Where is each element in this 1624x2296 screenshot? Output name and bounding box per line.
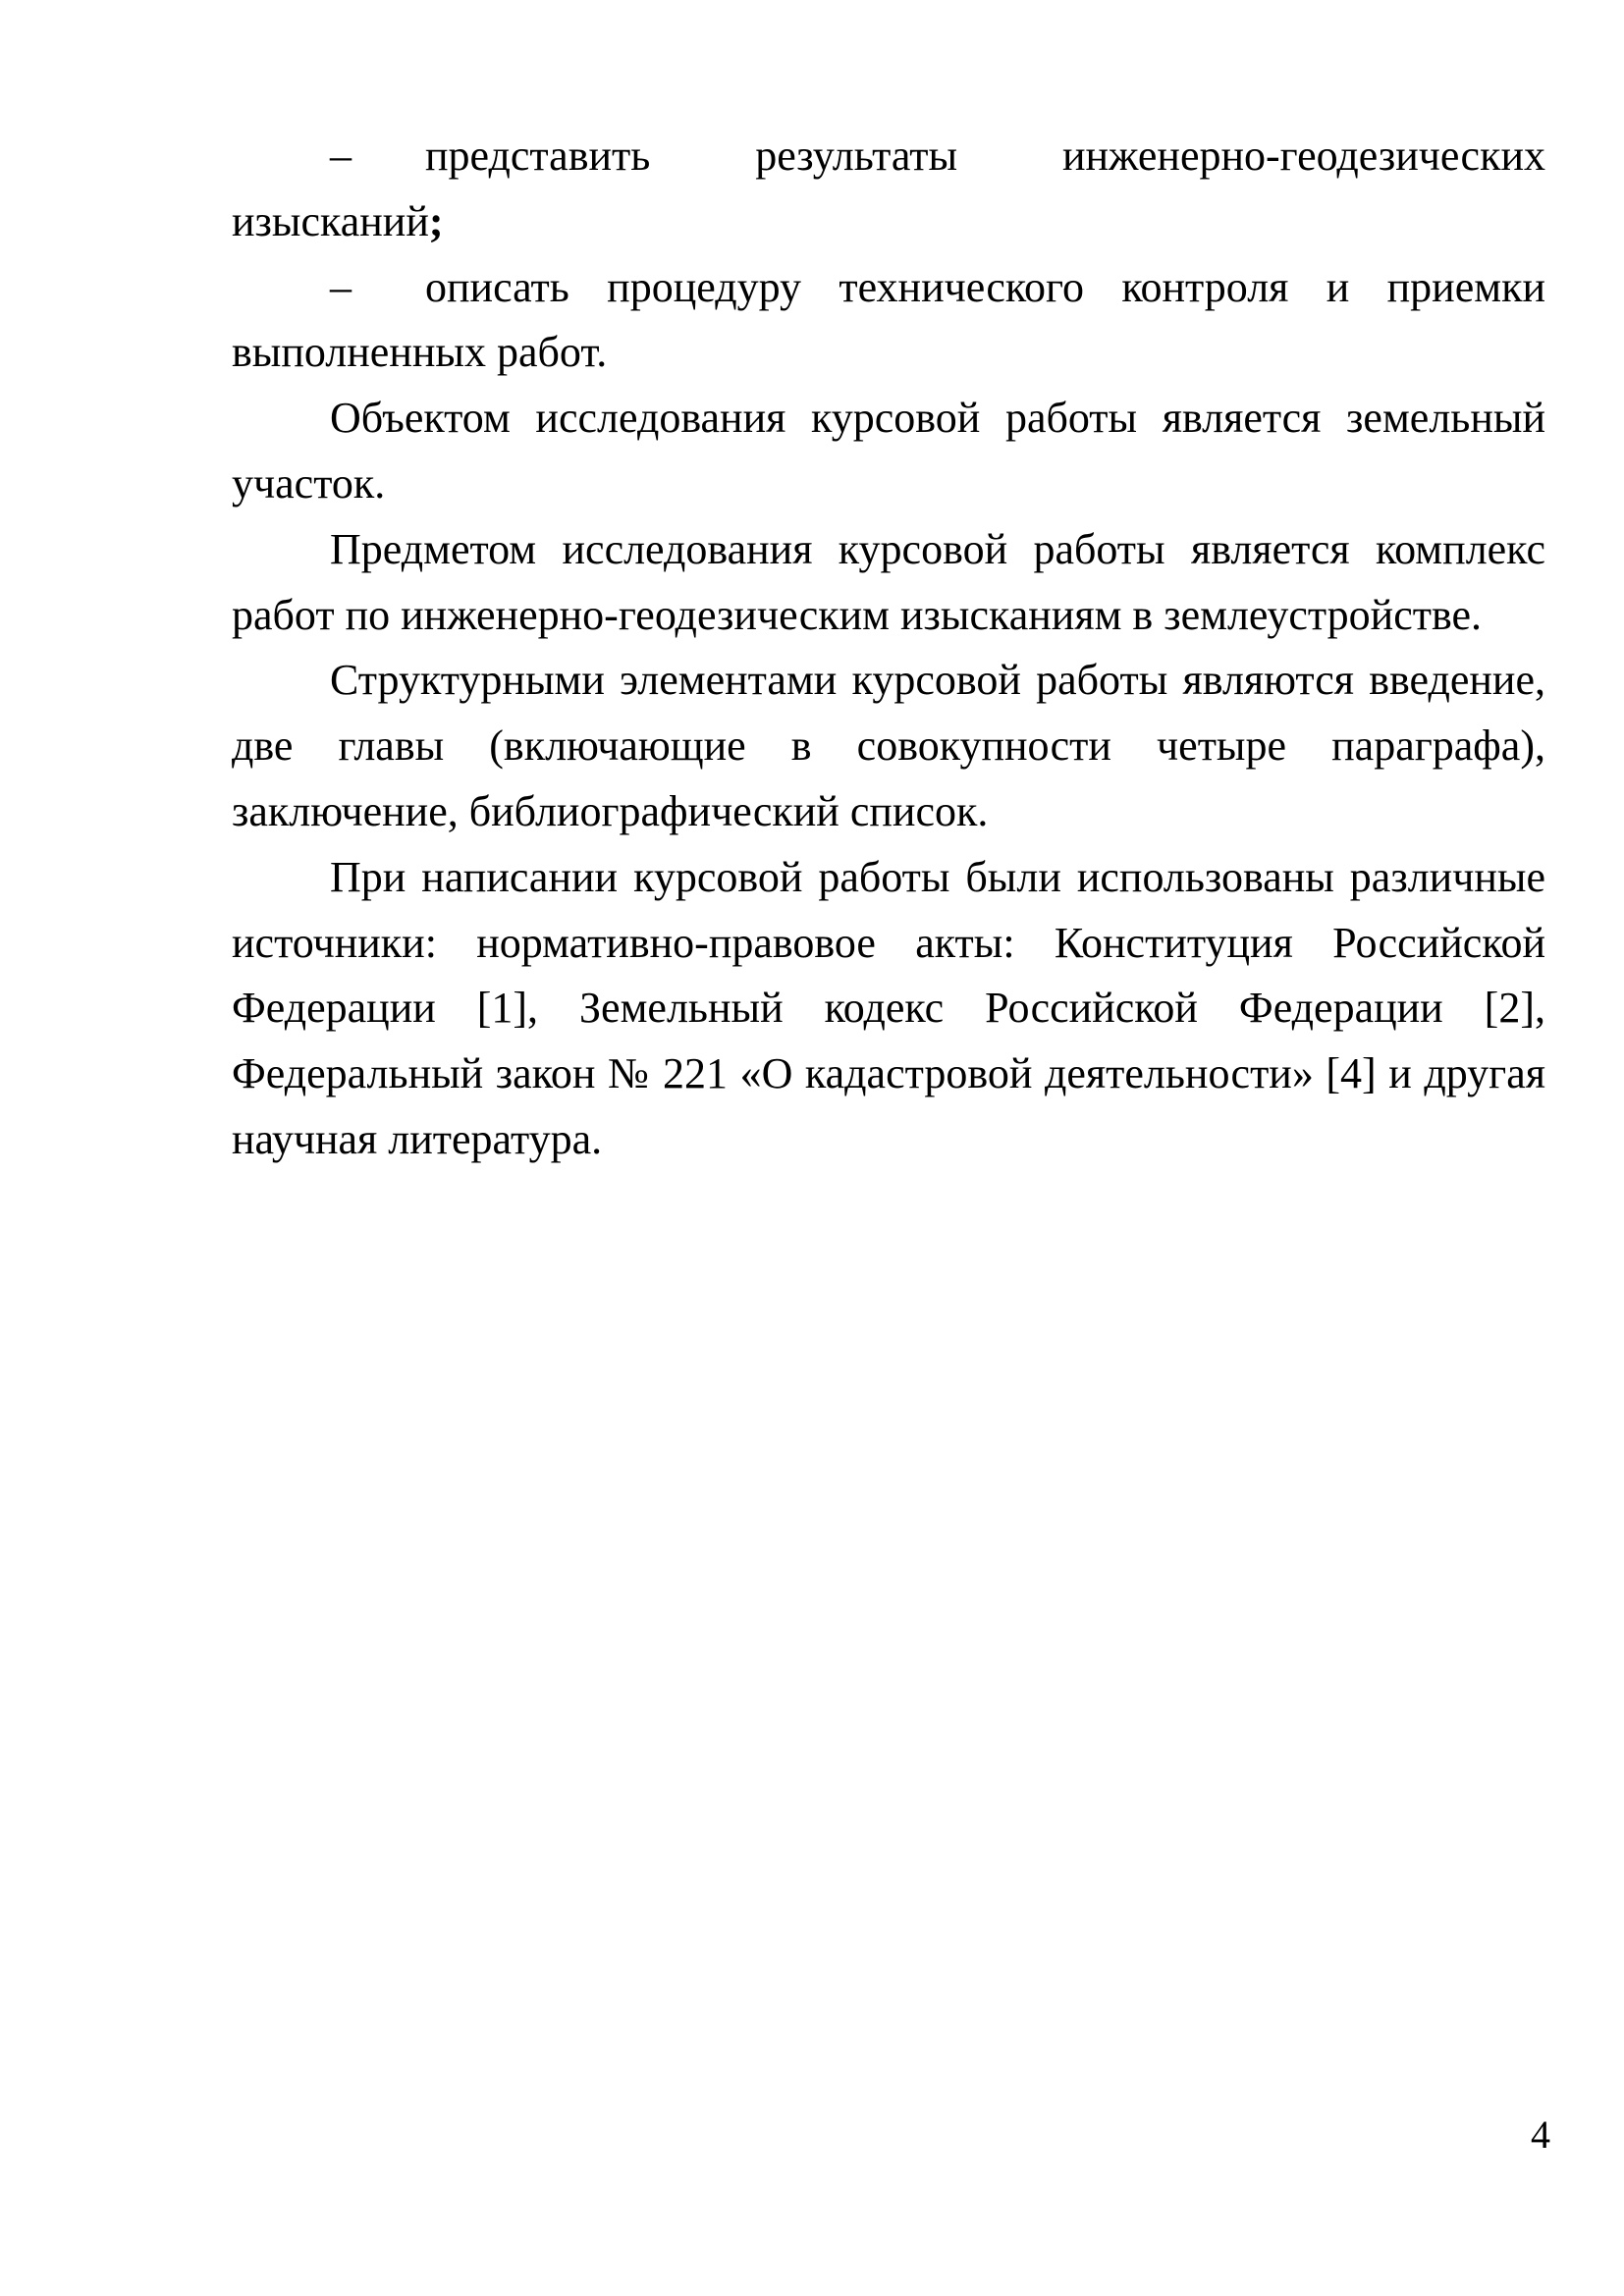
bullet-text: описать процедуру технического контроля и приемки выполненных работ.	[232, 262, 1545, 377]
bullet-dash-marker: –	[330, 262, 352, 311]
page-number: 4	[1531, 2112, 1550, 2157]
bullet-terminator: ;	[428, 196, 444, 245]
paragraph-research-subject: Предметом исследования курсовой работы является комплекс работ по инженерно-геодезическим изысканиям в землеустройстве.	[232, 524, 1545, 639]
bullet-item-present-results	[232, 124, 1545, 255]
bullet-dash-marker: –	[330, 132, 352, 180]
page-body	[232, 124, 1545, 1173]
paragraph-structure: Структурными элементами курсовой работы являются введение, две главы (включающие в совокупности четыре параграфа), заключение, библиографический список.	[232, 656, 1545, 835]
bullet-text: представить результаты инженерно-геодезических изысканий	[232, 132, 1545, 245]
paragraph-research-object: Объектом исследования курсовой работы является земельный участок.	[232, 394, 1545, 507]
paragraph-sources: При написании курсовой работы были использованы различные источники: нормативно-правовое акты: Конституция Российской Федерации [1], Земельный кодекс Российской Федерации [2], Федеральный закон № 221 «О кадастровой деятельности» [4] и другая научная литература.	[232, 852, 1545, 1163]
bullet-item-describe-control	[232, 255, 1545, 387]
